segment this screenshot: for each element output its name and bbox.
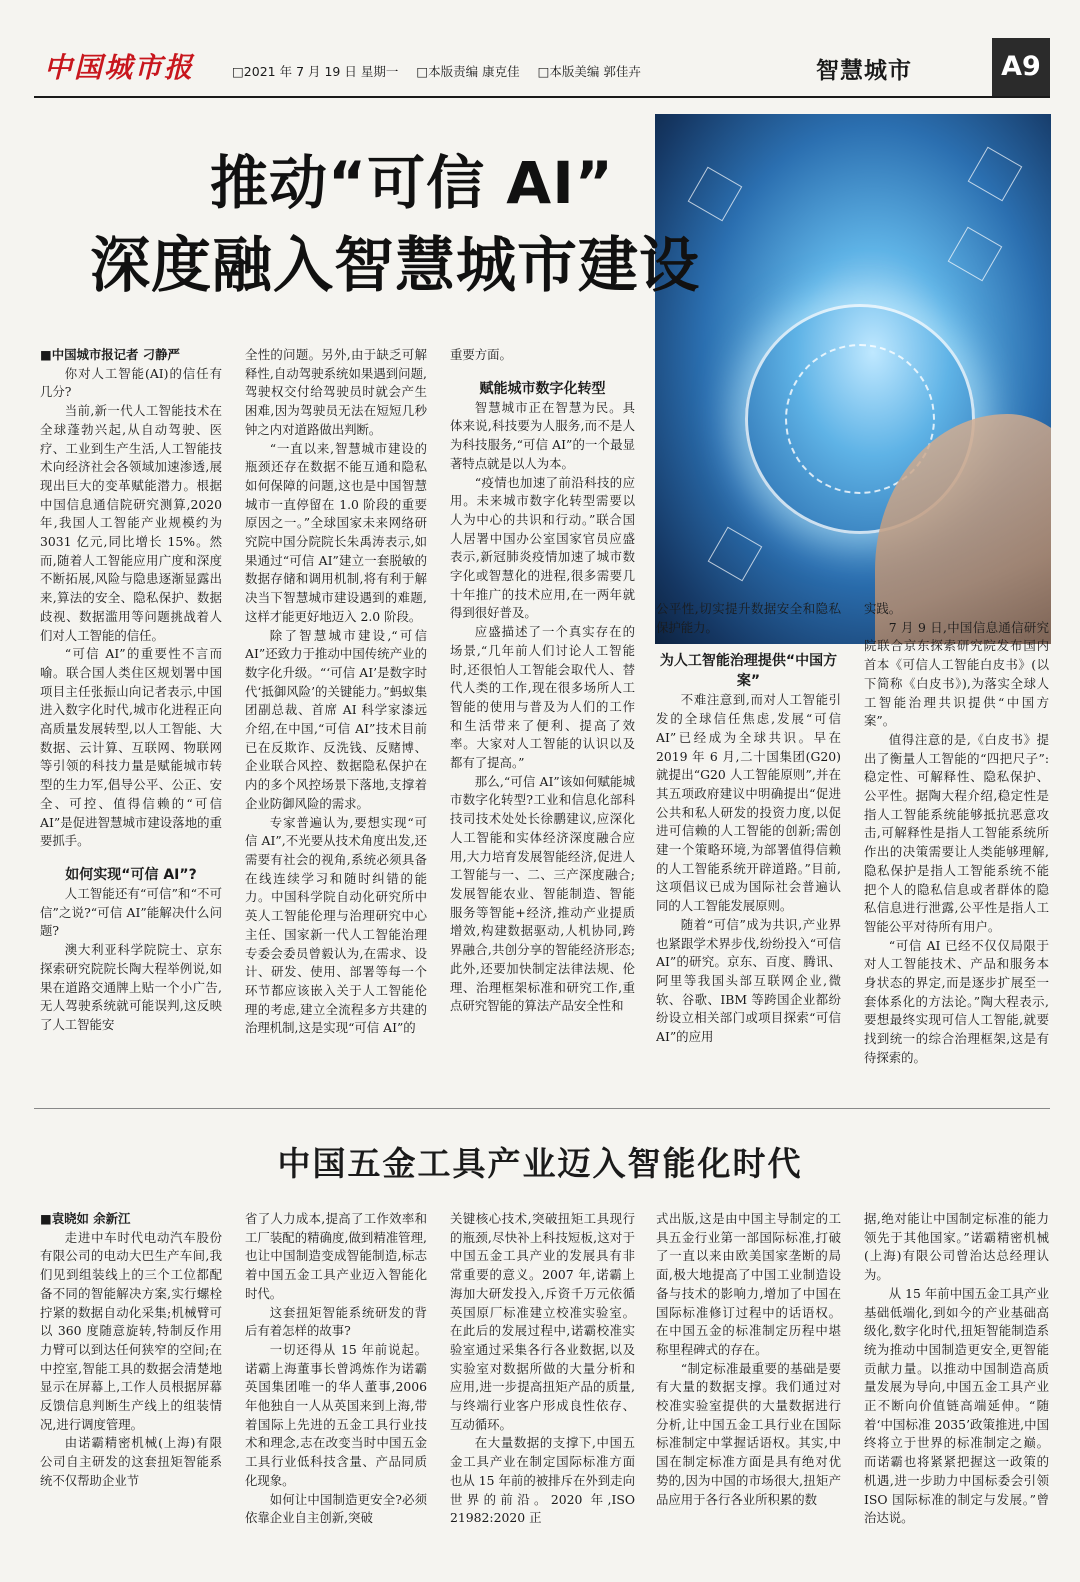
paragraph: 人工智能还有“可信”和“不可信”之说?“可信 AI”能解决什么问题? [40, 885, 222, 939]
article1-column-3 [450, 346, 635, 1096]
paragraph: 随着“可信”成为共识,产业界也紧跟学术界步伐,纷纷投入“可信 AI”的研究。京东、百度、腾讯、阿里等我国头部互联网企业,微软、谷歌、IBM 等跨国企业都纷纷设立相关部门或项目探索“可信 AI”的应用 [656, 916, 841, 1045]
paragraph: “疫情也加速了前沿科技的应用。未来城市数字化转型需要以人为中心的共识和行动。”联合国人居署中国办公室国家官员应盛表示,新冠肺炎疫情加速了城市数字化或智慧化的进程,很多需要几十年推广的技术应用,在一两年就得到很好普及。 [450, 474, 635, 621]
masthead [34, 38, 1050, 98]
paragraph: 那么,“可信 AI”该如何赋能城市数字化转型?工业和信息化部科技司技术处处长徐鹏建议,应深化人工智能和实体经济深度融合应用,大力培育发展智能经济,促进人工智能与一、二、三产深度融合;发展智能农业、智能制造、智能服务等智能+经济,推动产业提质增效,构建数据驱动,人机协同,跨界融合,共创分享的智能经济形态;此外,还要加快制定法律法规、伦理、治理框架标准和研究工作,重点研究智能的算法产品安全性和 [450, 773, 635, 1014]
paragraph: 一切还得从 15 年前说起。诺霸上海董事长曾鸿炼作为诺霸英国集团唯一的华人董事,2006 年他独自一人从英国来到上海,带着国际上先进的五金工具行业技术和理念,志在改变当时中国五金工具行业低科技含量、产品同质化现象。 [245, 1341, 427, 1488]
byline: ■袁晓如 余新江 [40, 1211, 131, 1226]
paragraph: 你对人工智能(AI)的信任有几分? [40, 365, 222, 400]
article2-column-2 [245, 1210, 427, 1570]
paragraph: “可信 AI 已经不仅仅局限于对人工智能技术、产品和服务本身状态的界定,而是逐步扩展至一套体系化的方法论。”陶大程表示,要想最终实现可信人工智能,就要找到统一的综合治理框架,这是有待探索的。 [864, 937, 1049, 1065]
paragraph: 这套扭矩智能系统研发的背后有着怎样的故事? [245, 1304, 427, 1339]
paragraph: 不难注意到,而对人工智能引发的全球信任焦虑,发展“可信 AI”已经成为全球共识。早在 2019 年 6 月,二十国集团(G20)就提出“G20 人工智能原则”,并在其五项政府建议中明确提出“促进公共和私人研发的投资力度,以促进可信赖的人工智能的创新;需创建一个策略环境,为部署值得信赖的人工智能系统开辟道路。”目前,这项倡议已成为国际社会普遍认同的人工智能发展原则。 [656, 692, 841, 914]
paragraph: “可信 AI”的重要性不言而喻。联合国人类住区规划署中国项目主任张振山向记者表示,中国进入数字化时代,城市化进程正向高质量发展转型,以人工智能、大数据、云计算、互联网、物联网等引领的科技力量是赋能城市转型的生力军,倡导公平、公正、安全、可控、值得信赖的“可信 AI”是促进智慧城市建设落地的重要抓手。 [40, 646, 222, 849]
paragraph: 澳大利亚科学院院士、京东探索研究院院长陶大程举例说,如果在道路交通牌上贴一个小广告,无人驾驶系统就可能误判,这反映了人工智能安 [40, 942, 222, 1032]
newspaper-logo: 中国城市报 [44, 51, 195, 84]
paragraph: 值得注意的是,《白皮书》提出了衡量人工智能的“四把尺子”:稳定性、可解释性、隐私保护、公平性。据陶大程介绍,稳定性是指人工智能系统能够抵抗恶意攻击,可解释性是指人工智能系统所作出的决策需要让人类能够理解,隐私保护是指人工智能系统不能把个人的隐私信息或者群体的隐私信息进行泄露,公平性是指人工智能公平对待所有用户。 [864, 731, 1049, 934]
byline: ■中国城市报记者 刁静严 [40, 347, 180, 362]
paragraph: 关键核心技术,突破扭矩工具现行的瓶颈,尽快补上科技短板,这对于中国五金工具产业的发展具有非常重要的意义。2007 年,诺霸上海加大研发投入,斥资千万元依循英国原厂标准建立校准实验室。在此后的发展过程中,诺霸校准实验室通过采集各行各业数据,以及实验室对数据所做的大量分析和应用,进一步提高扭矩产品的质量,与终端行业客户形成良性依存、互动循环。 [450, 1211, 635, 1432]
paragraph: “一直以来,智慧城市建设的瓶颈还存在数据不能互通和隐私如何保障的问题,这也是中国智慧城市一直停留在 1.0 阶段的重要原因之一。”全球国家未来网络研究院中国分院院长朱禹涛表示,如果通过“可信 AI”建立一套脱敏的数据存储和调用机制,将有利于解决当下智慧城市建设遇到的难题,这样才能更好地迈入 2.0 阶段。 [245, 440, 427, 624]
hexagon-icon [948, 227, 1003, 282]
paragraph: 实践。 [864, 601, 902, 616]
hexagon-icon [708, 527, 763, 582]
article1-column-5 [864, 600, 1049, 1095]
article1-column-2 [245, 346, 427, 1096]
paragraph: 专家普遍认为,要想实现“可信 AI”,不光要从技术角度出发,还需要有社会的视角,系统必须具备在线连续学习和随时纠错的能力。中国科学院自动化研究所中英人工智能伦理与治理研究中心主任、国家新一代人工智能治理专委会委员曾毅认为,在需求、设计、研发、使用、部署等每一个环节都应该嵌入关于人工智能伦理的考虑,建立全流程多方共建的治理机制,这是实现“可信 AI”的 [245, 814, 427, 1036]
dateline [232, 62, 655, 80]
article1-column-4 [656, 600, 841, 1095]
section-title: 智慧城市 [816, 58, 912, 84]
issue-date: □2021 年 7 月 19 日 星期一 [232, 64, 399, 79]
hero-illustration [655, 114, 1051, 644]
article2-column-3 [450, 1210, 635, 1570]
paragraph: 7 月 9 日,中国信息通信研究院联合京东探索研究院发布国内首本《可信人工智能白皮书》(以下简称《白皮书》),为落实全球人工智能治理共识提供“中国方案”。 [864, 619, 1049, 729]
paragraph: 如何让中国制造更安全?必须依靠企业自主创新,突破 [245, 1491, 427, 1526]
paragraph: 应盛描述了一个真实存在的场景,“几年前人们讨论人工智能时,还很怕人工智能会取代人、替代人类的工作,现在很多场所人工智能的使用与普及为人们的工作和生活带来了便利、提高了效率。大家对人工智能的认识以及都有了提高。” [450, 624, 635, 771]
paragraph: 省了人力成本,提高了工作效率和工厂装配的精确度,做到精准管理,也让中国制造变成智能制造,标志着中国五金工具产业迈入智能化时代。 [245, 1211, 427, 1301]
paragraph: 公平性,切实提升数据安全和隐私保护能力。 [656, 601, 841, 635]
page-designer: □本版美编 郭佳卉 [537, 64, 641, 79]
paragraph: 智慧城市正在智慧为民。具体来说,科技要为人服务,而不是人为科技服务,“可信 AI”的一个最显著特点就是以人为本。 [450, 399, 635, 471]
paragraph: 从 15 年前中国五金工具产业基础低端化,到如今的产业基础高级化,数字化时代,扭矩智能制造系统为推动中国制造更安全,更智能贡献力量。以推动中国制造高质量发展为导向,中国五金工具产业正不断向价值链高端延伸。“随着‘中国标准 2035’政策推进,中国终将立于世界的标准制定之巅。而诺霸也将紧紧把握这一政策的机遇,进一步助力中国标委会引领 ISO 国际标准的制定与发展。”曾治达说。 [864, 1285, 1049, 1526]
paragraph: 除了智慧城市建设,“可信 AI”还致力于推动中国传统产业的数字化升级。“‘可信 AI’是数字时代‘抵御风险’的关键能力。”蚂蚁集团副总裁、首席 AI 科学家漆远介绍,在中国,“可信 AI”技术目前已在反欺诈、反洗钱、反赌博、企业联合风控、数据隐私保护在内的多个风控场景下落地,支撑着企业防御风险的需求。 [245, 627, 427, 811]
article-divider [34, 1108, 1050, 1109]
headline-line-2: 深度融入智慧城市建设 [90, 231, 700, 301]
paragraph: “制定标准最重要的基础是要有大量的数据支撑。我们通过对校准实验室提供的大量数据进行分析,让中国五金工具行业在国际标准制定中掌握话语权。其实,中国在制定标准方面是具有绝对优势的,因为中国的市场很大,扭矩产品应用于各行各业所积累的数 [656, 1360, 841, 1507]
paragraph: 据,绝对能让中国制定标准的能力领先于其他国家。”诺霸精密机械(上海)有限公司曾治达总经理认为。 [864, 1211, 1049, 1283]
paragraph: 重要方面。 [450, 347, 512, 362]
subheading: 如何实现“可信 AI”? [65, 866, 197, 883]
paragraph: 走进中车时代电动汽车股份有限公司的电动大巴生产车间,我们见到组装线上的三个工位都配备不同的智能解决方案,实行螺栓拧紧的数据自动化采集;机械臂可以 360 度随意旋转,特制反作用力臂可以到达任何狭窄的空间;在中控室,智能工具的数据会清楚地显示在屏幕上,工作人员根据屏幕反馈信息判断生产线上的组装情况,进行调度管理。 [40, 1229, 222, 1432]
paragraph: 在大量数据的支撑下,中国五金工具产业在制定国际标准方面也从 15 年前的被排斥在外到走向世界的前沿。2020 年,ISO 21982:2020 正 [450, 1435, 635, 1526]
paragraph: 当前,新一代人工智能技术在全球蓬勃兴起,从自动驾驶、医疗、工业到生产生活,人工智能技术向经济社会各领域加速渗透,展现出巨大的变革赋能潜力。根据中国信息通信院研究测算,2020 年,我国人工智能产业规模约为 3031 亿元,同比增长 15%。然而,随着人工智能应用广度和深度不断拓展,风险与隐患逐渐显露出来,算法的安全、隐私保护、数据歧视、数据滥用等问题挑战着人们对人工智能的信任。 [40, 403, 222, 643]
subheading: 为人工智能治理提供“中国方案” [659, 653, 838, 690]
hexagon-icon [688, 167, 743, 222]
paragraph: 式出版,这是由中国主导制定的工具五金行业第一部国际标准,打破了一直以来由欧美国家垄断的局面,极大地提高了中国工业制造设备与技术的影响力,增加了中国在国际标准修订过程中的话语权。在中国五金的标准制定历程中堪称里程碑式的存在。 [656, 1211, 841, 1357]
article2-column-4 [656, 1210, 841, 1570]
article2-headline: 中国五金工具产业迈入智能化时代 [277, 1144, 803, 1183]
page-editor: □本版责编 康克佳 [416, 64, 520, 79]
hexagon-icon [968, 147, 1023, 202]
page-number-badge: A9 [992, 38, 1050, 96]
headline-line-1: 推动“可信 AI” [210, 149, 614, 217]
article2-column-1 [40, 1210, 222, 1570]
subheading: 赋能城市数字化转型 [479, 380, 606, 397]
paragraph: 全性的问题。另外,由于缺乏可解释性,自动驾驶系统如果遇到问题,驾驶权交付给驾驶员时就会产生困难,因为驾驶员无法在短短几秒钟之内对道路做出判断。 [245, 347, 427, 437]
paragraph: 由诺霸精密机械(上海)有限公司自主研发的这套扭矩智能系统不仅帮助企业节 [40, 1435, 222, 1488]
article1-column-1 [40, 346, 222, 1096]
article2-column-5 [864, 1210, 1049, 1570]
